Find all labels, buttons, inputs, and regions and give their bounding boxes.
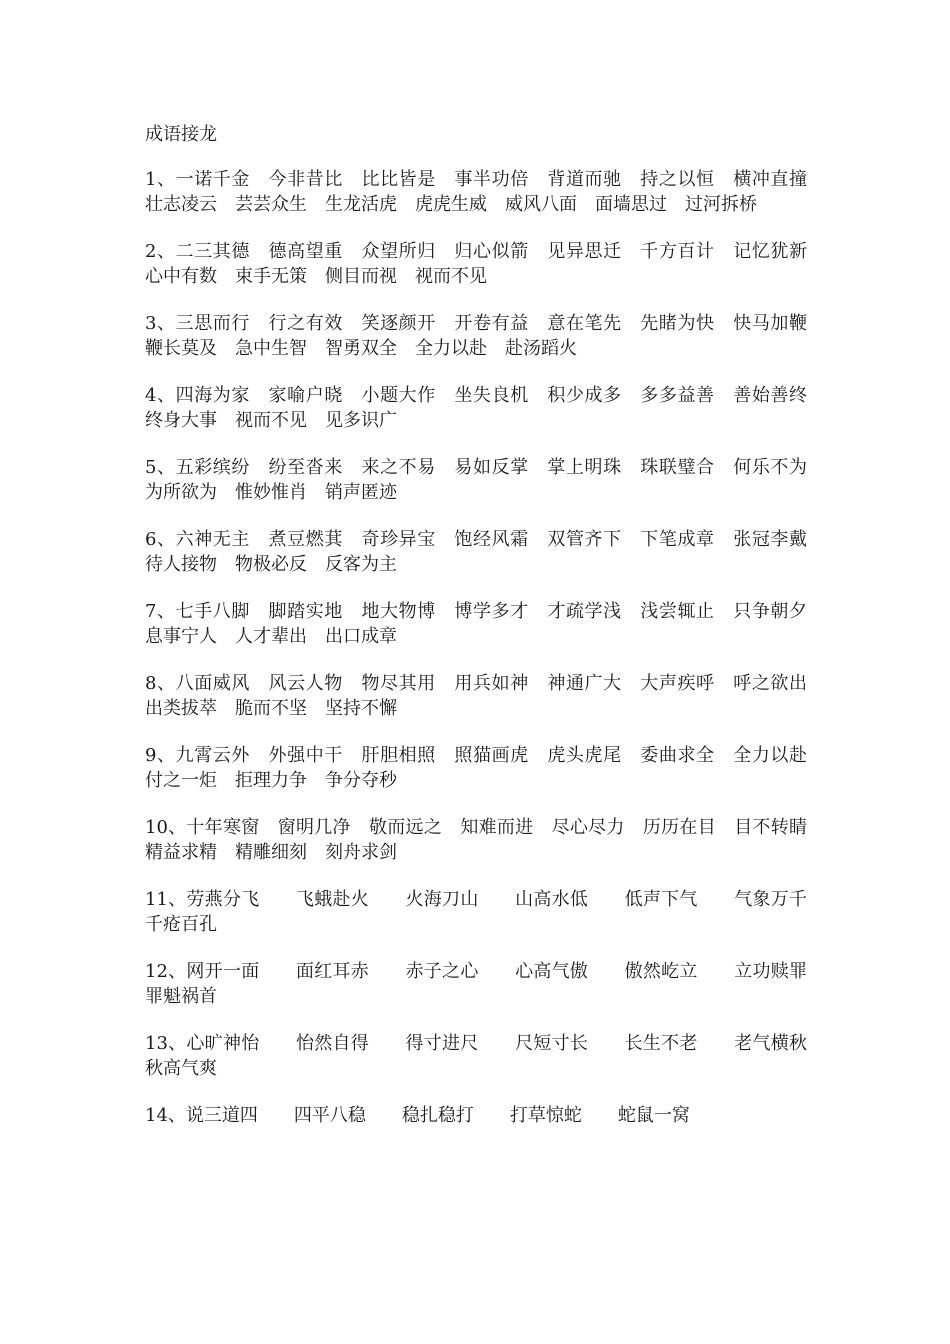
idiom-chain-entry-14: 14、说三道四 四平八稳 稳扎稳打 打草惊蛇 蛇鼠一窝 <box>145 1105 690 1126</box>
idiom-chain-entry-3: 3、三思而行 行之有效 笑逐颜开 开卷有益 意在笔先 先睹为快 快马加鞭 鞭长莫及 急中生智 智勇双全 全力以赴 赴汤蹈火 <box>145 313 825 359</box>
idiom-chain-entry-4: 4、四海为家 家喻户晓 小题大作 坐失良机 积少成多 多多益善 善始善终 终身大事 视而不见 见多识广 <box>145 385 825 431</box>
document-title: 成语接龙 <box>145 124 217 145</box>
idiom-chain-entry-5: 5、五彩缤纷 纷至沓来 来之不易 易如反掌 掌上明珠 珠联璧合 何乐不为 为所欲为 惟妙惟肖 销声匿迹 <box>145 457 825 503</box>
idiom-chain-entry-8: 8、八面威风 风云人物 物尽其用 用兵如神 神通广大 大声疾呼 呼之欲出 出类拔萃 脆而不坚 坚持不懈 <box>145 673 825 719</box>
idiom-chain-entry-11: 11、劳燕分飞 飞蛾赴火 火海刀山 山高水低 低声下气 气象万千 千疮百孔 <box>145 889 813 935</box>
idiom-chain-entry-1: 1、一诺千金 今非昔比 比比皆是 事半功倍 背道而驰 持之以恒 横冲直撞 壮志凌云 芸芸众生 生龙活虎 虎虎生威 威风八面 面墙思过 过河拆桥 <box>145 169 825 215</box>
idiom-chain-entry-10: 10、十年寒窗 窗明几净 敬而远之 知难而进 尽心尽力 历历在目 目不转睛 精益求精 精雕细刻 刻舟求剑 <box>145 817 825 863</box>
idiom-chain-entry-2: 2、二三其德 德高望重 众望所归 归心似箭 见异思迁 千方百计 记忆犹新 心中有数 束手无策 侧目而视 视而不见 <box>145 241 825 287</box>
idiom-chain-entry-9: 9、九霄云外 外强中干 肝胆相照 照猫画虎 虎头虎尾 委曲求全 全力以赴 付之一炬 拒理力争 争分夺秒 <box>145 745 825 791</box>
document-page <box>145 122 825 1152</box>
idiom-chain-entry-6: 6、六神无主 煮豆燃萁 奇珍异宝 饱经风霜 双管齐下 下笔成章 张冠李戴 待人接物 物极必反 反客为主 <box>145 529 825 575</box>
idiom-chain-entry-13: 13、心旷神怡 怡然自得 得寸进尺 尺短寸长 长生不老 老气横秋 秋高气爽 <box>145 1033 813 1079</box>
idiom-chain-entry-12: 12、网开一面 面红耳赤 赤子之心 心高气傲 傲然屹立 立功赎罪 罪魁祸首 <box>145 961 813 1007</box>
idiom-chain-entry-7: 7、七手八脚 脚踏实地 地大物博 博学多才 才疏学浅 浅尝辄止 只争朝夕 息事宁人 人才辈出 出口成章 <box>145 601 825 647</box>
